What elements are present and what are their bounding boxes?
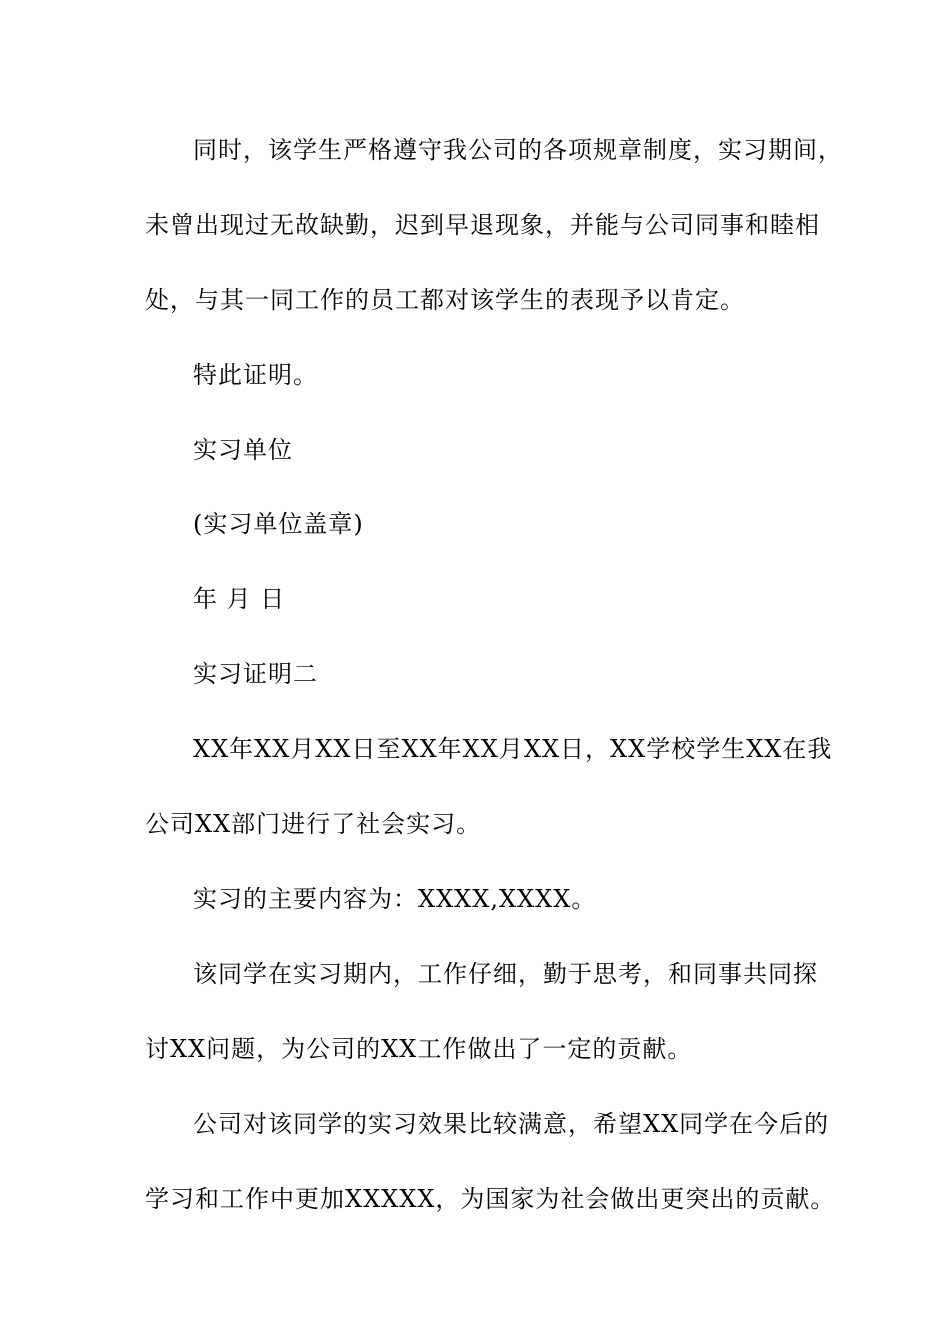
closing-statement: 特此证明。 [193, 361, 318, 389]
paragraph-line: 学习和工作中更加XXXXX，为国家为社会做出更突出的贡献。 [145, 1185, 836, 1213]
paragraph-line: 未曾出现过无故缺勤，迟到早退现象，并能与公司同事和睦相 [145, 211, 820, 239]
paragraph-line: 处，与其一同工作的员工都对该学生的表现予以肯定。 [145, 286, 745, 314]
section-title: 实习证明二 [193, 660, 318, 688]
unit-label: 实习单位 [193, 436, 293, 464]
paragraph-line: XX年XX月XX日至XX年XX月XX日，XX学校学生XX在我 [193, 735, 833, 763]
paragraph-line: 公司XX部门进行了社会实习。 [145, 810, 482, 838]
paragraph-line: 该同学在实习期内，工作仔细，勤于思考，和同事共同探 [193, 960, 818, 988]
date-line: 年 月 日 [193, 585, 286, 613]
paragraph-line: 实习的主要内容为：XXXX,XXXX。 [193, 885, 597, 913]
seal-label: (实习单位盖章) [193, 510, 364, 538]
paragraph-line: 公司对该同学的实习效果比较满意，希望XX同学在今后的 [193, 1110, 830, 1138]
paragraph-line: 同时，该学生严格遵守我公司的各项规章制度，实习期间， [193, 136, 843, 164]
paragraph-line: 讨XX问题，为公司的XX工作做出了一定的贡献。 [145, 1035, 693, 1063]
